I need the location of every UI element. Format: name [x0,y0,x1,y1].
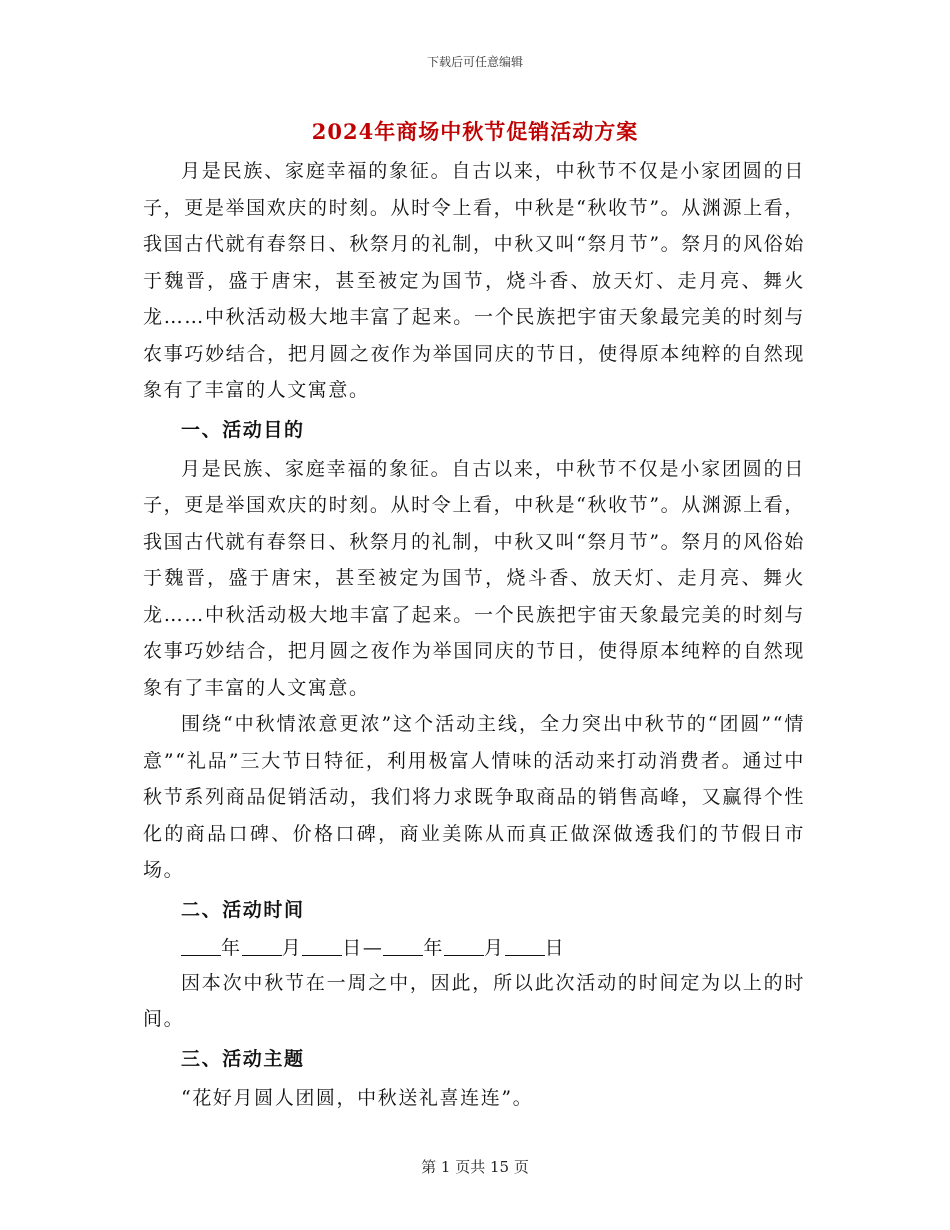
blank-line [302,936,342,956]
date-unit: 日 [544,936,566,959]
section-heading-time: 二、活动时间 [181,898,305,921]
document-body [143,153,805,1116]
date-unit: 月 [484,936,505,959]
section-heading-purpose: 一、活动目的 [181,418,305,441]
date-unit: 日— [342,936,384,959]
blank-line [444,936,484,956]
purpose-paragraph-1: 月是民族、家庭幸福的象征。自古以来，中秋节不仅是小家团圆的日子，更是举国欢庆的时刻。从时令上看，中秋是“秋收节”。从渊源上看，我国古代就有春祭日、秋祭月的礼制，中秋又叫“祭月节”。祭月的风俗始于魏晋，盛于唐宋，甚至被定为国节，烧斗香、放天灯、走月亮、舞火龙……中秋活动极大地丰富了起来。一个民族把宇宙天象最完美的时刻与农事巧妙结合，把月圆之夜作为举国同庆的节日，使得原本纯粹的自然现象有了丰富的人文寓意。 [143,457,805,699]
theme-paragraph: “花好月圆人团圆，中秋送礼喜连连”。 [181,1086,534,1109]
section-heading-theme: 三、活动主题 [181,1047,305,1070]
date-unit: 年 [423,936,445,959]
blank-line [383,936,423,956]
date-range-line [143,931,805,965]
page-header: 下载后可任意编辑 [426,55,523,69]
page-footer: 第 1 页共 15 页 [421,1158,529,1176]
blank-line [242,936,282,956]
purpose-paragraph-2: 围绕“中秋情浓意更浓”这个活动主线，全力突出中秋节的“团圆”“情意”“礼品”三大节日特征，利用极富人情味的活动来打动消费者。通过中秋节系列商品促销活动，我们将力求既争取商品的销售高峰，又赢得个性化的商品口碑、价格口碑，商业美陈从而真正做深做透我们的节假日市场。 [143,713,805,881]
date-unit: 月 [281,936,303,959]
blank-line [181,936,221,956]
time-paragraph: 因本次中秋节在一周之中，因此，所以此次活动的时间定为以上的时间。 [143,971,805,1030]
date-unit: 年 [221,936,242,959]
blank-line [505,936,545,956]
intro-paragraph: 月是民族、家庭幸福的象征。自古以来，中秋节不仅是小家团圆的日子，更是举国欢庆的时刻。从时令上看，中秋是“秋收节”。从渊源上看，我国古代就有春祭日、秋祭月的礼制，中秋又叫“祭月节”。祭月的风俗始于魏晋，盛于唐宋，甚至被定为国节，烧斗香、放天灯、走月亮、舞火龙……中秋活动极大地丰富了起来。一个民族把宇宙天象最完美的时刻与农事巧妙结合，把月圆之夜作为举国同庆的节日，使得原本纯粹的自然现象有了丰富的人文寓意。 [143,160,805,401]
document-title: 2024年商场中秋节促销活动方案 [311,119,639,144]
